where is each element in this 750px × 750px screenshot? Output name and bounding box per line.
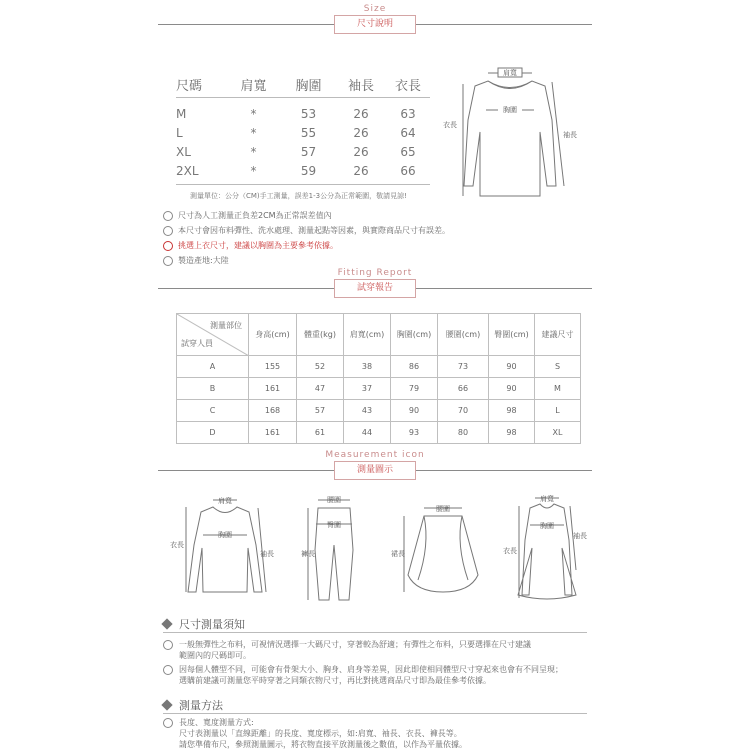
cell: 98 bbox=[489, 422, 535, 444]
dress-sleeve-label: 袖長 bbox=[573, 532, 587, 540]
cell: 26 bbox=[353, 163, 369, 178]
cell: 55 bbox=[300, 125, 317, 140]
section-english-title: Measurement icon bbox=[325, 450, 425, 460]
guide-paragraph bbox=[163, 639, 531, 661]
cell: 57 bbox=[300, 144, 317, 159]
col-header: 胸圍 bbox=[295, 79, 322, 94]
divider bbox=[163, 632, 587, 633]
cell: 47 bbox=[297, 378, 344, 400]
cell: 59 bbox=[300, 163, 317, 178]
cell: 90 bbox=[489, 378, 535, 400]
cell: 64 bbox=[400, 125, 416, 140]
cell: 52 bbox=[297, 356, 344, 378]
paragraph-line: 範圍內的尺碼即可。 bbox=[179, 651, 251, 660]
dress-icon bbox=[518, 498, 576, 599]
cell: 44 bbox=[344, 422, 391, 444]
cell: * bbox=[250, 106, 257, 121]
cell: B bbox=[177, 378, 249, 400]
cell: 26 bbox=[353, 125, 369, 140]
cell: 37 bbox=[344, 378, 391, 400]
section-english-title: Size bbox=[363, 4, 387, 14]
cell: XL bbox=[535, 422, 581, 444]
cell: 70 bbox=[438, 400, 489, 422]
guide-title-text: 尺寸測量須知 bbox=[179, 618, 245, 631]
cell: 161 bbox=[249, 378, 297, 400]
paragraph-line: 長度、寬度測量方式: bbox=[179, 718, 254, 727]
section-english-title: Fitting Report bbox=[337, 268, 413, 278]
cell: 90 bbox=[489, 356, 535, 378]
circle-icon bbox=[163, 718, 173, 728]
waist-label: 腰圍 bbox=[327, 496, 341, 504]
note-text: 本尺寸會因布料彈性、洗水處理、測量起點等因素，與實際商品尺寸有誤差。 bbox=[178, 226, 450, 235]
cell: 26 bbox=[353, 144, 369, 159]
diamond-icon bbox=[161, 699, 172, 710]
divider bbox=[163, 713, 587, 714]
chest-label: 胸圍 bbox=[503, 106, 517, 114]
col-header: 袖長 bbox=[347, 79, 374, 94]
col-header: 建議尺寸 bbox=[535, 314, 581, 356]
skirt-waist-label: 腰圍 bbox=[436, 505, 450, 513]
cell: S bbox=[535, 356, 581, 378]
dress-length-label: 衣長 bbox=[503, 547, 517, 555]
cell: * bbox=[250, 163, 257, 178]
cell: 161 bbox=[249, 422, 297, 444]
note-text: 挑選上衣尺寸，建議以胸圍為主要參考依據。 bbox=[178, 241, 338, 250]
circle-icon bbox=[163, 640, 173, 650]
col-header: 肩寬 bbox=[240, 79, 267, 94]
paragraph-line: 請您準備布尺，參照測量圖示，將衣物直接平放測量後之數值，以作為平量依據。 bbox=[179, 740, 467, 749]
cell: 53 bbox=[300, 106, 317, 121]
col-header: 胸圍(cm) bbox=[391, 314, 438, 356]
cell: 80 bbox=[438, 422, 489, 444]
cell: 57 bbox=[297, 400, 344, 422]
cell: * bbox=[250, 144, 257, 159]
cell: 73 bbox=[438, 356, 489, 378]
cell: 155 bbox=[249, 356, 297, 378]
cell: 43 bbox=[344, 400, 391, 422]
cell: 86 bbox=[391, 356, 438, 378]
length-label: 衣長 bbox=[443, 121, 457, 129]
shoulder-label: 肩寬 bbox=[503, 69, 517, 77]
cell: 2XL bbox=[176, 163, 199, 178]
cell: 168 bbox=[249, 400, 297, 422]
method-title-text: 測量方法 bbox=[179, 699, 223, 712]
section-title: 試穿報告 bbox=[334, 279, 416, 298]
note-text: 製造產地:大陸 bbox=[178, 256, 229, 265]
cell: M bbox=[535, 378, 581, 400]
dress-shoulder-label: 肩寬 bbox=[540, 495, 554, 503]
cell: 38 bbox=[344, 356, 391, 378]
guide-paragraph bbox=[163, 664, 563, 686]
method-title bbox=[163, 697, 223, 713]
cell: C bbox=[177, 400, 249, 422]
skirt-length-label: 裙長 bbox=[391, 550, 405, 558]
paragraph-line: 尺寸表測量以「直線距離」的長度、寬度標示，如:肩寬、袖長、衣長、褲長等。 bbox=[179, 729, 462, 738]
col-header: 臀圍(cm) bbox=[489, 314, 535, 356]
cell: * bbox=[250, 125, 257, 140]
col-header: 體重(kg) bbox=[297, 314, 344, 356]
cell: 90 bbox=[391, 400, 438, 422]
cell: 66 bbox=[400, 163, 416, 178]
cell: M bbox=[176, 106, 187, 121]
cell: 61 bbox=[297, 422, 344, 444]
paragraph-line: 選購前建議可測量您平時穿著之同類衣物尺寸，再比對挑選商品尺寸即為最佳參考依據。 bbox=[179, 676, 491, 685]
diamond-icon bbox=[161, 618, 172, 629]
dress-chest-label: 胸圍 bbox=[540, 522, 554, 530]
col-header: 尺碼 bbox=[176, 79, 203, 94]
cell: 26 bbox=[353, 106, 369, 121]
corner-top-label: 測量部位 bbox=[210, 321, 242, 330]
cell: 66 bbox=[438, 378, 489, 400]
chest-label: 胸圍 bbox=[218, 531, 232, 539]
cell: L bbox=[176, 125, 183, 140]
col-header: 肩寬(cm) bbox=[344, 314, 391, 356]
pants-length-label: 褲長 bbox=[301, 550, 315, 558]
cell: 63 bbox=[400, 106, 416, 121]
cell: 79 bbox=[391, 378, 438, 400]
cell: 65 bbox=[400, 144, 416, 159]
top-icon bbox=[186, 500, 266, 592]
corner-bottom-label: 試穿人員 bbox=[181, 339, 213, 348]
cell: 93 bbox=[391, 422, 438, 444]
method-paragraph bbox=[163, 717, 467, 750]
cell: D bbox=[177, 422, 249, 444]
skirt-icon bbox=[404, 508, 478, 592]
paragraph-line: 因每個人體型不同，可能會有骨架大小、胸身、肩身等差異，因此即使相同體型尺寸穿起來也會有不同呈現； bbox=[179, 665, 563, 674]
sleeve-label: 袖長 bbox=[260, 550, 274, 558]
cell: 98 bbox=[489, 400, 535, 422]
guide-title bbox=[163, 616, 245, 632]
cell: L bbox=[535, 400, 581, 422]
section-title: 測量圖示 bbox=[334, 461, 416, 480]
unit-note: 測量單位：公分（CM)手工測量，誤差1-3公分為正常範圍，敬請見諒! bbox=[190, 192, 407, 200]
circle-icon bbox=[163, 665, 173, 675]
cell: A bbox=[177, 356, 249, 378]
section-title: 尺寸說明 bbox=[334, 15, 416, 34]
col-header: 衣長 bbox=[394, 79, 421, 94]
length-label: 衣長 bbox=[170, 541, 184, 549]
hip-label: 臀圍 bbox=[327, 521, 341, 529]
note-text: 尺寸為人工測量正負差2CM為正常誤差值內 bbox=[178, 211, 332, 220]
paragraph-line: 一般無彈性之布料，可視情況選擇一大碼尺寸，穿著較為舒適；有彈性之布料，只要選擇在尺寸建議 bbox=[179, 640, 531, 649]
col-header: 身高(cm) bbox=[249, 314, 297, 356]
shoulder-label: 肩寬 bbox=[218, 497, 232, 505]
col-header: 腰圍(cm) bbox=[438, 314, 489, 356]
sleeve-label: 袖長 bbox=[563, 131, 577, 139]
cell: XL bbox=[176, 144, 191, 159]
